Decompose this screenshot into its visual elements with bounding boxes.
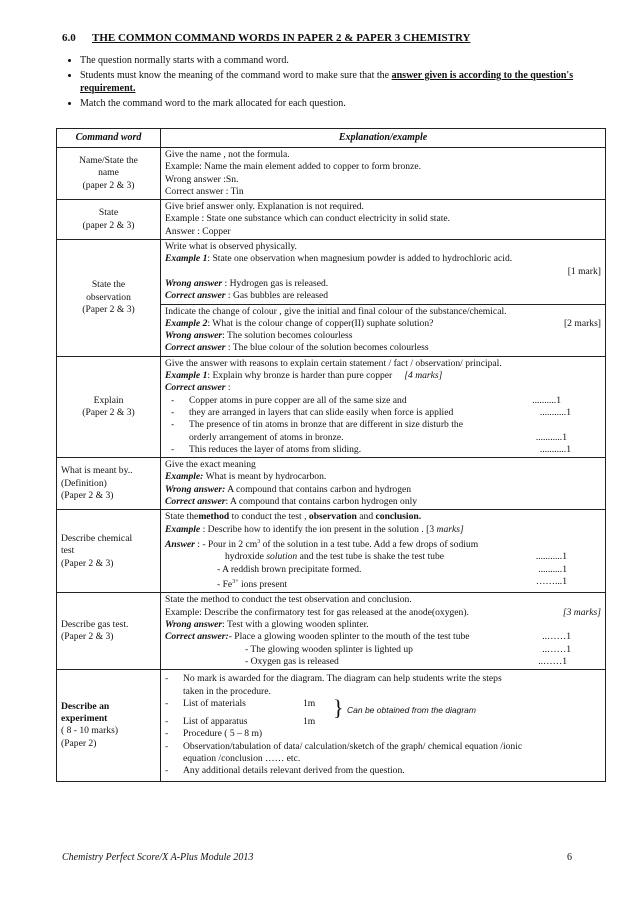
table-row: [57, 356, 606, 457]
explanation-cell: Write what is observed physically. Example 1: State one observation when magnesium powder is added to hydrochloric acid. [1 mark] Wrong answer : Hydrogen gas is released. Correct answer : Gas bubbles are released: [161, 240, 606, 304]
explanation-cell: State the method to conduct the test observation and conclusion. [3 marks] Example: Describe the confirmatory test for gas released at the anode(oxygen). Wrong answer: Test with a glowing wooden splinter. Correct answer: - Place a glowing wooden splinter to the mouth of the test tube ..……1 - The glowing wooden splinter is lighted up ..……1 - Oxygen gas is released ..……1: [161, 593, 606, 670]
command-cell: Name/State the name (paper 2 & 3): [57, 148, 161, 200]
section-number: 6.0: [62, 32, 76, 44]
section-heading: [62, 32, 471, 44]
col-command-word: Command word: [57, 129, 161, 148]
command-cell: Describe an experiment ( 8 - 10 marks) (Paper 2): [57, 670, 161, 781]
footer-text: Chemistry Perfect Score/X A-Plus Module 2013: [62, 852, 254, 863]
explanation-cell: Give the name , not the formula. Example: Name the main element added to copper to form bronze. Wrong answer :Sn. Correct answer : Tin: [161, 148, 606, 200]
table-row: [57, 458, 606, 510]
explanation-cell: - No mark is awarded for the diagram. The diagram can help students write the steps taken in the procedure. - List of materials 1m } Can be obtained from the diagram - List of apparatus 1m - Procedure ( 5 – 8 m) - Observation/tabulation of data/ calculation/sketch of the graph/ chemical equation /ionic equation /conclusion …… etc. - Any additional details relevant derived from the question.: [161, 670, 606, 781]
explanation-cell: Give the answer with reasons to explain certain statement / fact / observation/ principal. Example 1: Explain why bronze is harder than pure copper [4 marks] Correct answer : - Copper atoms in pure copper are all of the same size and ..........1 - they are arranged in layers that can slide easily when force is applied ...........1 - The presence of tin atoms in bronze that are different in size disturb the orderly arrangement of atoms in bronze. ...........1 - This reduces the layer of atoms from sliding. ...........1: [161, 356, 606, 457]
table-row: [57, 240, 606, 304]
table-row: [57, 510, 606, 593]
explanation-cell: Give the exact meaning Example: What is meant by hydrocarbon. Wrong answer: A compound that contains carbon and hydrogen Correct answer: A compound that contains carbon hydrogen only: [161, 458, 606, 510]
command-cell: What is meant by.. (Definition) (Paper 2 & 3): [57, 458, 161, 510]
command-words-table: [56, 128, 606, 782]
table-row: [57, 148, 606, 200]
command-cell: Explain (Paper 2 & 3): [57, 356, 161, 457]
brace-icon: }: [333, 694, 344, 720]
table-row: [57, 670, 606, 781]
command-cell: Describe chemical test (Paper 2 & 3): [57, 510, 161, 593]
list-item: • The question normally starts with a command word.: [80, 54, 620, 67]
page-footer: [62, 852, 572, 863]
col-explanation: Explanation/example: [161, 129, 606, 148]
page-number: 6: [567, 852, 572, 863]
command-cell: Describe gas test. (Paper 2 & 3): [57, 593, 161, 670]
explanation-cell: Give brief answer only. Explanation is not required. Example : State one substance which can conduct electricity in solid state. Answer : Copper: [161, 200, 606, 240]
explanation-cell: Indicate the change of colour , give the initial and final colour of the substance/chemical. [2 marks] Example 2: What is the colour change of copper(II) suphate solution? Wrong answer: The solution becomes colourless Correct answer : The blue colour of the solution becomes colourless: [161, 304, 606, 356]
table-header-row: [57, 129, 606, 148]
command-cell: State (paper 2 & 3): [57, 200, 161, 240]
intro-bullets: [66, 54, 620, 112]
command-cell: State the observation (Paper 2 & 3): [57, 240, 161, 357]
explanation-cell: State themethod to conduct the test , observation and conclusion. Example : Describe how to identify the ion present in the solution . [3 marks] Answer : - Pour in 2 $cm^3$ of the solution in a test tube. Add a few drops of sodium hydroxide solution and the test tube is shake the test tube ...........1 - A reddish brown precipitate formed. ..........1 - $Fe^{3+}$ ions present ……...1: [161, 510, 606, 593]
section-title: THE COMMON COMMAND WORDS IN PAPER 2 & PAPER 3 CHEMISTRY: [92, 32, 471, 44]
list-item: • Match the command word to the mark allocated for each question.: [80, 97, 620, 110]
table-row: [57, 593, 606, 670]
list-item: • Students must know the meaning of the command word to make sure that the answer given is according to the question's requirement.: [80, 69, 620, 95]
table-row: [57, 200, 606, 240]
